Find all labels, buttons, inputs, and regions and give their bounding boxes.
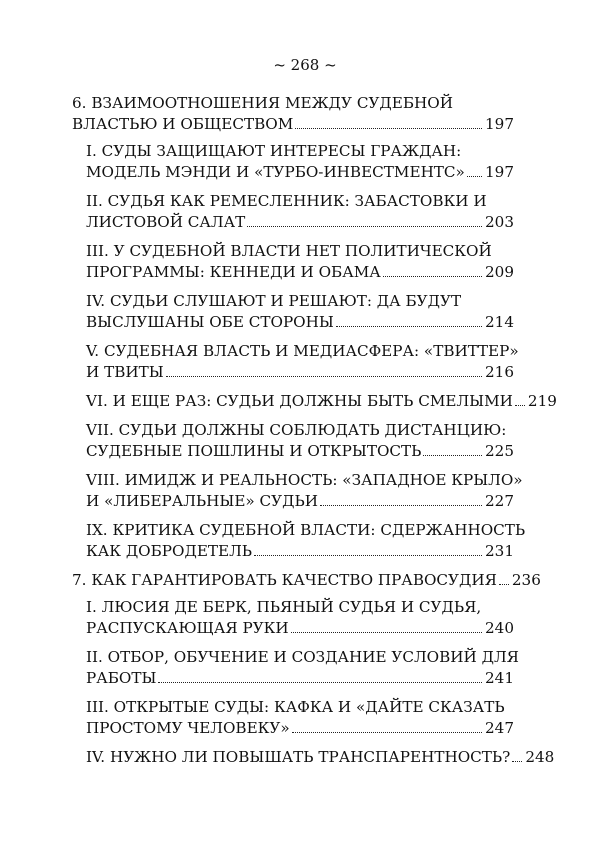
toc-page-number: 236 [511,571,541,589]
toc-entry-title-line: IV. СУДЬИ СЛУШАЮТ И РЕШАЮТ: ДА БУДУТ [86,292,462,310]
dot-leader [254,555,482,556]
toc-page-number: 247 [485,719,514,737]
toc-entry-title-line: IX. КРИТИКА СУДЕБНОЙ ВЛАСТИ: СДЕРЖАННОСТЬ [86,521,526,539]
toc-section-entry [86,520,526,562]
toc-entry-title-line: III. У СУДЕБНОЙ ВЛАСТИ НЕТ ПОЛИТИЧЕСКОЙ [86,242,492,260]
dot-leader [158,682,482,683]
toc-section-entry [86,470,523,512]
toc-page-number: 219 [527,392,557,410]
table-of-contents [72,93,557,776]
toc-section-entry [86,241,514,283]
toc-page-number: 197 [485,115,514,133]
toc-entry-title-line: VIII. ИМИДЖ И РЕАЛЬНОСТЬ: «ЗАПАДНОЕ КРЫЛО» [86,471,523,489]
toc-entry-title-line: I. СУДЫ ЗАЩИЩАЮТ ИНТЕРЕСЫ ГРАЖДАН: [86,142,462,160]
dot-leader [423,455,482,456]
toc-entry-title-line: 6. ВЗАИМООТНОШЕНИЯ МЕЖДУ СУДЕБНОЙ [72,94,453,112]
toc-entry-title-line: ПРОГРАММЫ: КЕННЕДИ И ОБАМА [86,263,381,281]
dot-leader [515,405,525,406]
toc-section-entry [86,597,514,639]
toc-entry-title-line: II. СУДЬЯ КАК РЕМЕСЛЕННИК: ЗАБАСТОВКИ И [86,192,487,210]
toc-page-number: 209 [485,263,514,281]
toc-entry-title-line: ЛИСТОВОЙ САЛАТ [86,213,246,231]
toc-entry-title-line: III. ОТКРЫТЫЕ СУДЫ: КАФКА И «ДАЙТЕ СКАЗАТЬ [86,698,505,716]
toc-entry-title-line: КАК ДОБРОДЕТЕЛЬ [86,542,253,560]
toc-entry-title-line: ВЫСЛУШАНЫ ОБЕ СТОРОНЫ [86,313,334,331]
toc-page-number: 203 [485,213,514,231]
dot-leader [166,376,482,377]
toc-page-number: 231 [485,542,514,560]
toc-entry-title-line: IV. НУЖНО ЛИ ПОВЫШАТЬ ТРАНСПАРЕНТНОСТЬ? [86,748,511,766]
toc-entry-title-line: V. СУДЕБНАЯ ВЛАСТЬ И МЕДИАСФЕРА: «ТВИТТЕР» [86,342,519,360]
toc-section-entry [86,647,519,689]
toc-entry-title-line: СУДЕБНЫЕ ПОШЛИНЫ И ОТКРЫТОСТЬ [86,442,422,460]
toc-page-number: 240 [485,619,514,637]
page-number: ~ 268 ~ [273,56,337,74]
toc-entry-title-line: VII. СУДЬИ ДОЛЖНЫ СОБЛЮДАТЬ ДИСТАНЦИЮ: [86,421,507,439]
toc-entry-title-line: И ТВИТЫ [86,363,164,381]
toc-page-number: 227 [485,492,514,510]
toc-section-entry [86,391,557,412]
dot-leader [336,326,482,327]
toc-chapter-entry [72,93,514,135]
toc-section-entry [86,420,514,462]
toc-entry-title-line: РАСПУСКАЮЩАЯ РУКИ [86,619,289,637]
toc-entry-title-line: И «ЛИБЕРАЛЬНЫЕ» СУДЬИ [86,492,318,510]
dot-leader [467,176,482,177]
dot-leader [320,505,482,506]
dot-leader [499,584,509,585]
toc-entry-title-line: ВЛАСТЬЮ И ОБЩЕСТВОМ [72,115,294,133]
toc-section-entry [86,697,514,739]
toc-section-entry [86,341,519,383]
toc-entry-title-line: ПРОСТОМУ ЧЕЛОВЕКУ» [86,719,290,737]
toc-entry-title-line: РАБОТЫ [86,669,157,687]
toc-page-number: 197 [485,163,514,181]
toc-page-number: 248 [525,748,555,766]
toc-page-number: 225 [485,442,514,460]
toc-section-entry [86,291,514,333]
toc-section-entry [86,191,514,233]
toc-section-entry [86,141,514,183]
dot-leader [383,276,482,277]
dot-leader [295,128,482,129]
toc-page-number: 241 [485,669,514,687]
toc-entry-title-line: 7. КАК ГАРАНТИРОВАТЬ КАЧЕСТВО ПРАВОСУДИЯ [72,571,497,589]
toc-entry-title-line: I. ЛЮСИЯ ДЕ БЕРК, ПЬЯНЫЙ СУДЬЯ И СУДЬЯ, [86,598,482,616]
toc-entry-title-line: II. ОТБОР, ОБУЧЕНИЕ И СОЗДАНИЕ УСЛОВИЙ ДЛЯ [86,648,519,666]
toc-entry-title-line: МОДЕЛЬ МЭНДИ И «ТУРБО-ИНВЕСТМЕНТС» [86,163,465,181]
dot-leader [247,226,482,227]
dot-leader [291,632,482,633]
toc-page-number: 214 [485,313,514,331]
toc-page-number: 216 [485,363,514,381]
toc-chapter-entry [72,570,541,591]
dot-leader [512,761,522,762]
toc-section-entry [86,747,555,768]
toc-entry-title-line: VI. И ЕЩЕ РАЗ: СУДЬИ ДОЛЖНЫ БЫТЬ СМЕЛЫМИ [86,392,513,410]
dot-leader [292,732,482,733]
